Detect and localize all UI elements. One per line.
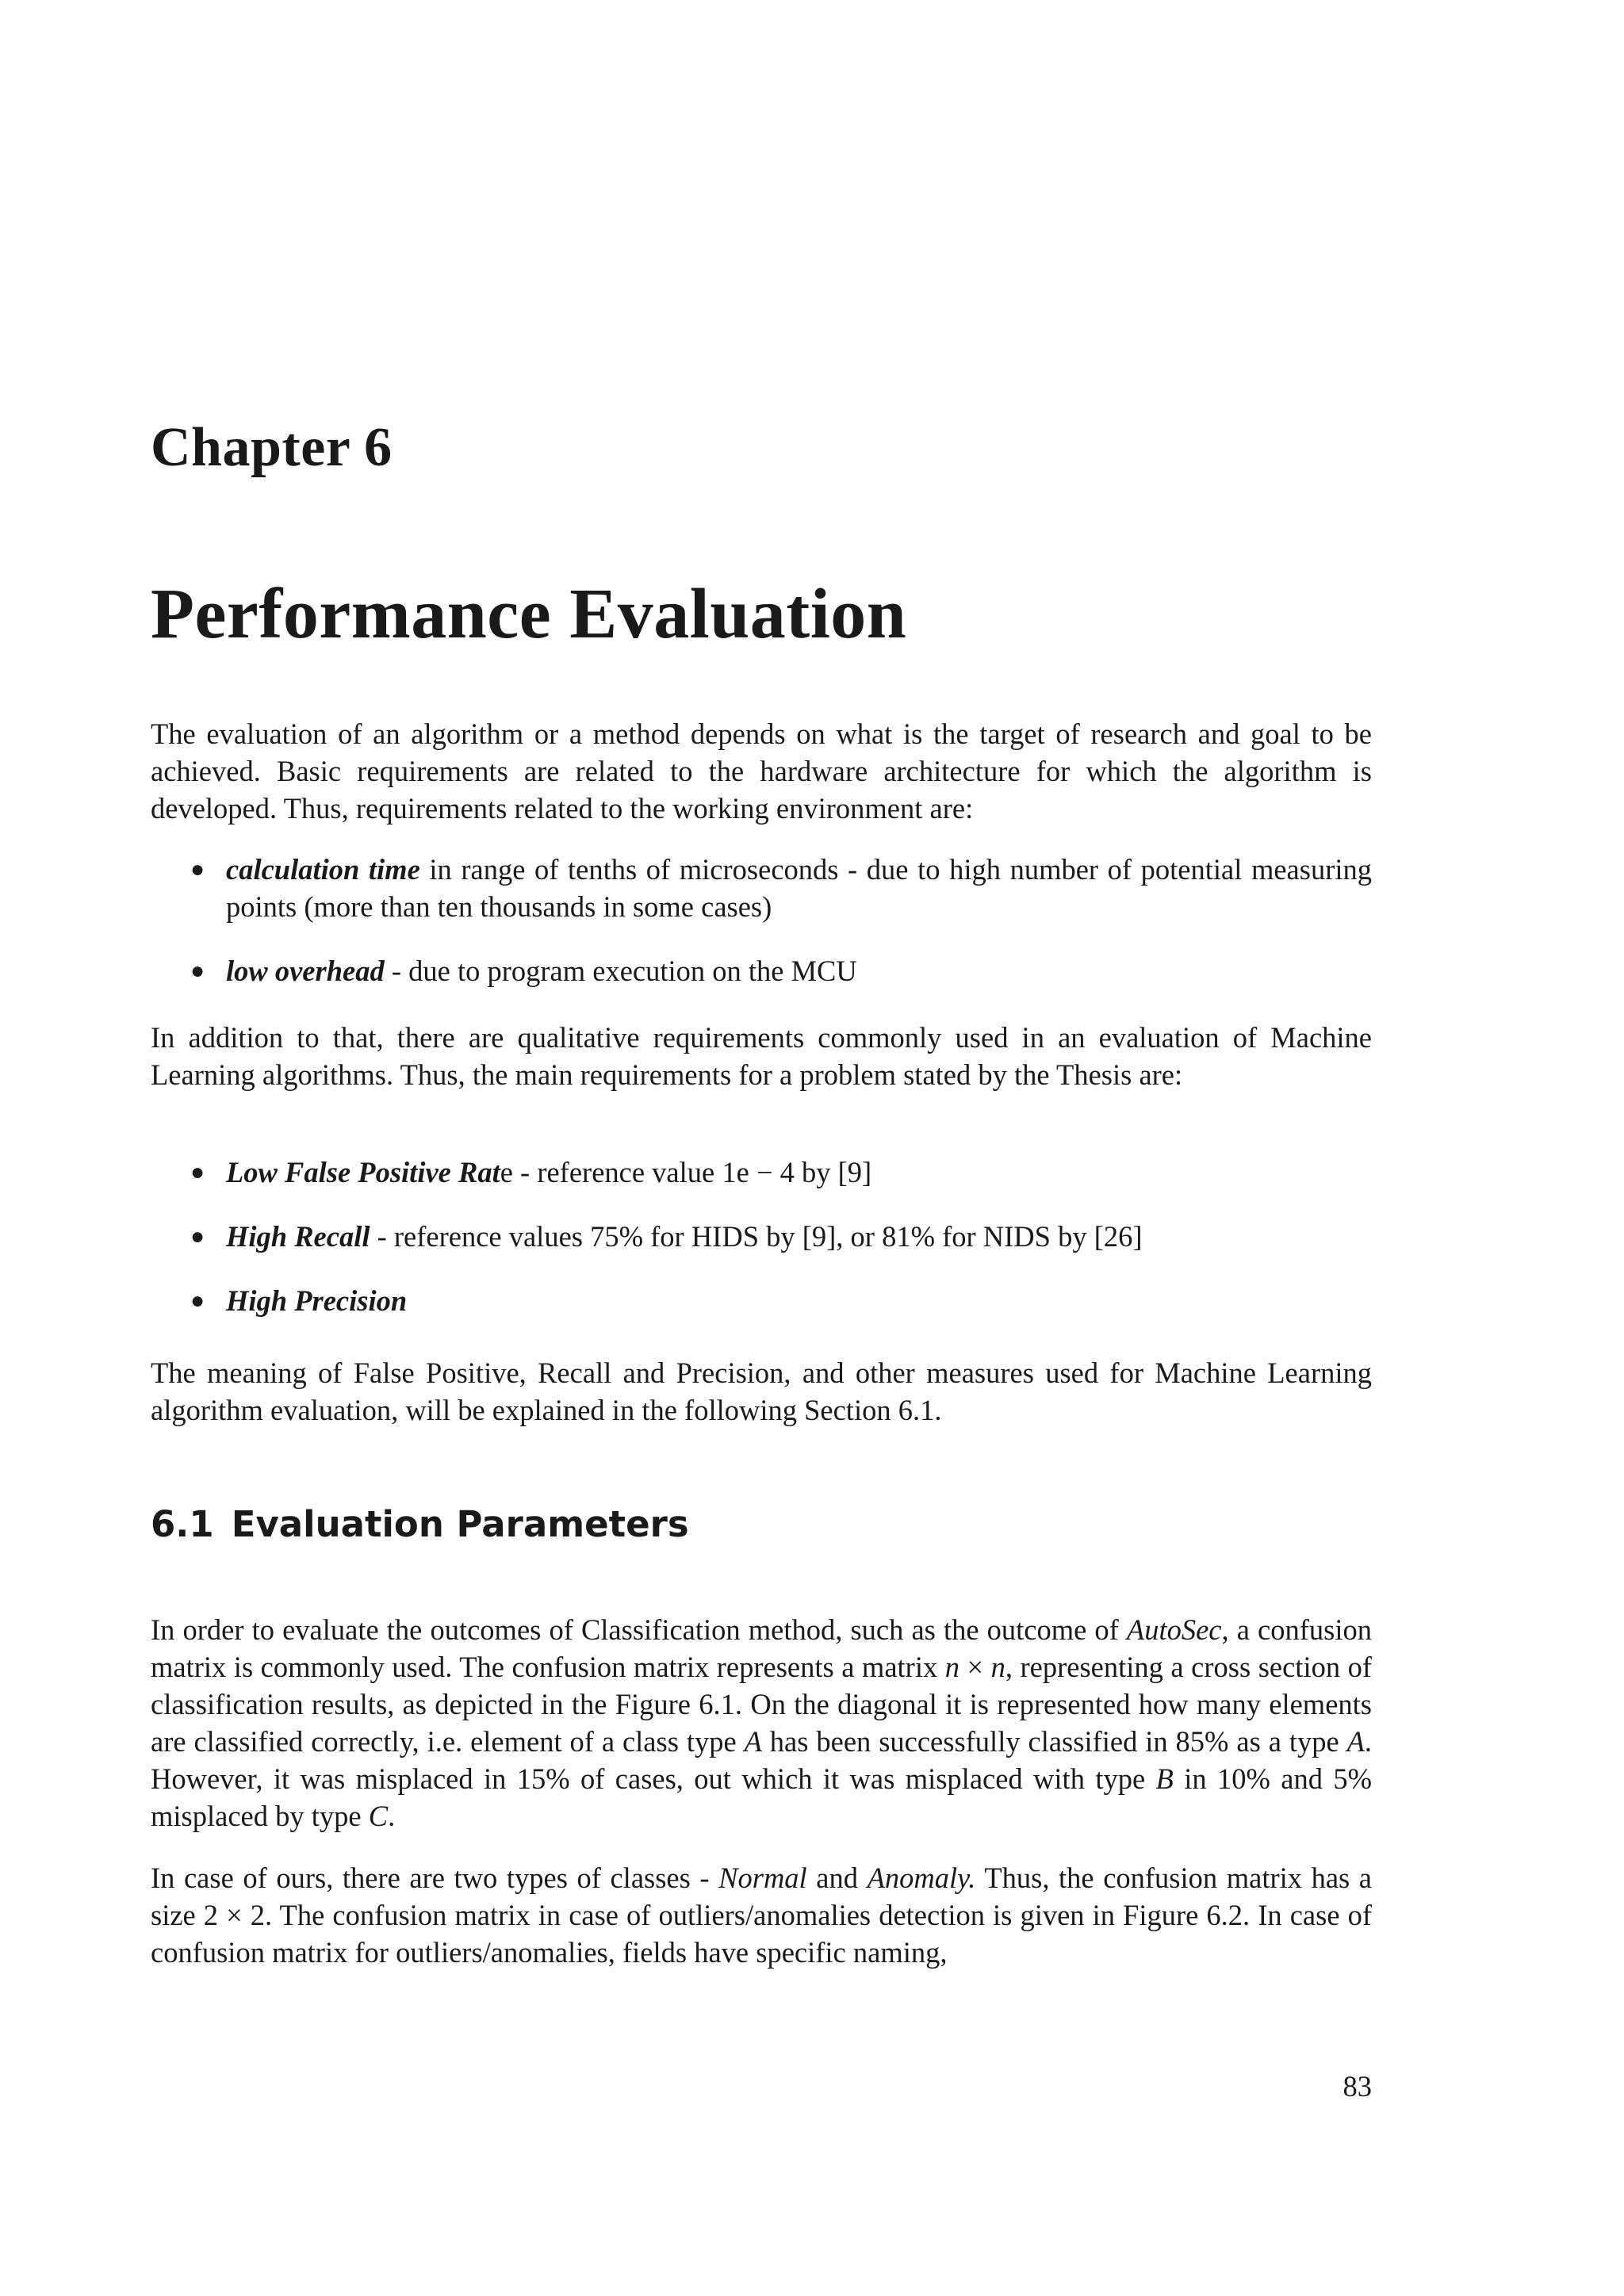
classes-paragraph <box>151 1859 1372 1971</box>
bullet-icon: ● <box>190 1159 205 1185</box>
text-run: in 10% and 5% misplaced by type <box>151 1762 1372 1832</box>
requirement-description: - due to program execution on the MCU <box>384 955 857 987</box>
text-run-italic: AutoSec <box>1126 1613 1222 1646</box>
text-run-italic: Anomaly. <box>867 1862 976 1894</box>
list-item <box>151 1282 1372 1319</box>
bullet-icon: ● <box>190 1288 205 1314</box>
requirement-term: Low False Positive Rat <box>226 1156 500 1188</box>
list-item <box>151 952 1372 989</box>
math-variable: n <box>944 1651 959 1683</box>
text-run: . However, it was misplaced in 15% of cases, out which it was misplaced with type <box>151 1725 1372 1795</box>
requirement-term: low overhead <box>226 955 385 987</box>
math-variable: C <box>368 1800 389 1832</box>
qualitative-intro-paragraph <box>151 1019 1372 1093</box>
math-variable: A <box>1346 1725 1365 1758</box>
paragraph-text <box>151 1611 1372 1835</box>
text-run: , a confusion matrix is commonly used. The confusion matrix represents a matrix <box>151 1613 1372 1683</box>
bullet-icon: ● <box>190 1223 205 1249</box>
requirement-description: in range of tenths of microseconds - due to high number of potential measuring points (more than ten thousands in some cases) <box>226 853 1372 923</box>
text-run: Thus, the confusion matrix has a size 2 × 2. The confusion matrix in case of outliers/anomalies detection is given in Figure 6.2. In case of confusion matrix for outliers/anomalies, fields have specific naming, <box>151 1862 1373 1969</box>
list-item <box>151 1218 1372 1255</box>
bullet-icon: ● <box>190 958 205 984</box>
measures-paragraph <box>151 1354 1372 1429</box>
text-run: . <box>388 1800 396 1832</box>
list-item <box>151 851 1372 925</box>
paragraph-text <box>151 1859 1372 1971</box>
requirement-description: - reference values 75% for HIDS by [9], or 81% for NIDS by [26] <box>370 1220 1143 1253</box>
qualitative-intro-text: In addition to that, there are qualitative requirements commonly used in an evaluation of Machine Learning algorithms. Thus, the main requirements for a problem stated by the Thesis are: <box>151 1021 1372 1091</box>
text-run: In case of ours, there are two types of classes - <box>151 1862 719 1894</box>
chapter-title: Performance Evaluation <box>151 575 907 653</box>
intro-paragraph <box>151 715 1372 827</box>
text-run: and <box>806 1862 868 1894</box>
math-variable: B <box>1155 1762 1174 1795</box>
text-run: In order to evaluate the outcomes of Classification method, such as the outcome of <box>151 1613 1127 1646</box>
bullet-icon: ● <box>190 856 205 882</box>
text-run: , representing a cross section of classification results, as depicted in the Figure 6.1. On the diagonal it is represented how many elements are classified correctly, i.e. element of a class type <box>151 1651 1373 1758</box>
qualitative-requirements-list <box>151 1154 1372 1319</box>
requirement-term-tail: e <box>500 1156 513 1188</box>
math-variable: A <box>744 1725 762 1758</box>
math-variable: n <box>990 1651 1005 1683</box>
text-run-italic: Normal <box>718 1862 807 1894</box>
requirement-description: - reference value 1e − 4 by [9] <box>512 1156 872 1188</box>
environment-requirements-list <box>151 851 1372 989</box>
document-page <box>151 0 1372 2296</box>
math-operator: × <box>959 1651 991 1683</box>
chapter-label: Chapter 6 <box>151 417 393 478</box>
measures-text: The meaning of False Positive, Recall and Precision, and other measures used for Machine Learning algorithm evaluation, will be explained in the following Section 6.1. <box>151 1357 1372 1426</box>
requirement-term: High Precision <box>226 1284 408 1317</box>
requirement-term: calculation time <box>226 853 420 886</box>
intro-text: The evaluation of an algorithm or a method depends on what is the target of research and goal to be achieved. Basic requirements are related to the hardware architecture for which the algorithm is developed. Thus, requirements related to the working environment are: <box>151 718 1372 825</box>
text-run: has been successfully classified in 85% as a type <box>761 1725 1347 1758</box>
section-number: 6.1 <box>151 1503 214 1545</box>
page-number: 83 <box>1342 2070 1372 2103</box>
section-heading <box>151 1503 689 1545</box>
requirement-term: High Recall <box>226 1220 370 1253</box>
section-title: Evaluation Parameters <box>231 1503 689 1545</box>
list-item <box>151 1154 1372 1191</box>
confusion-matrix-paragraph <box>151 1611 1372 1835</box>
